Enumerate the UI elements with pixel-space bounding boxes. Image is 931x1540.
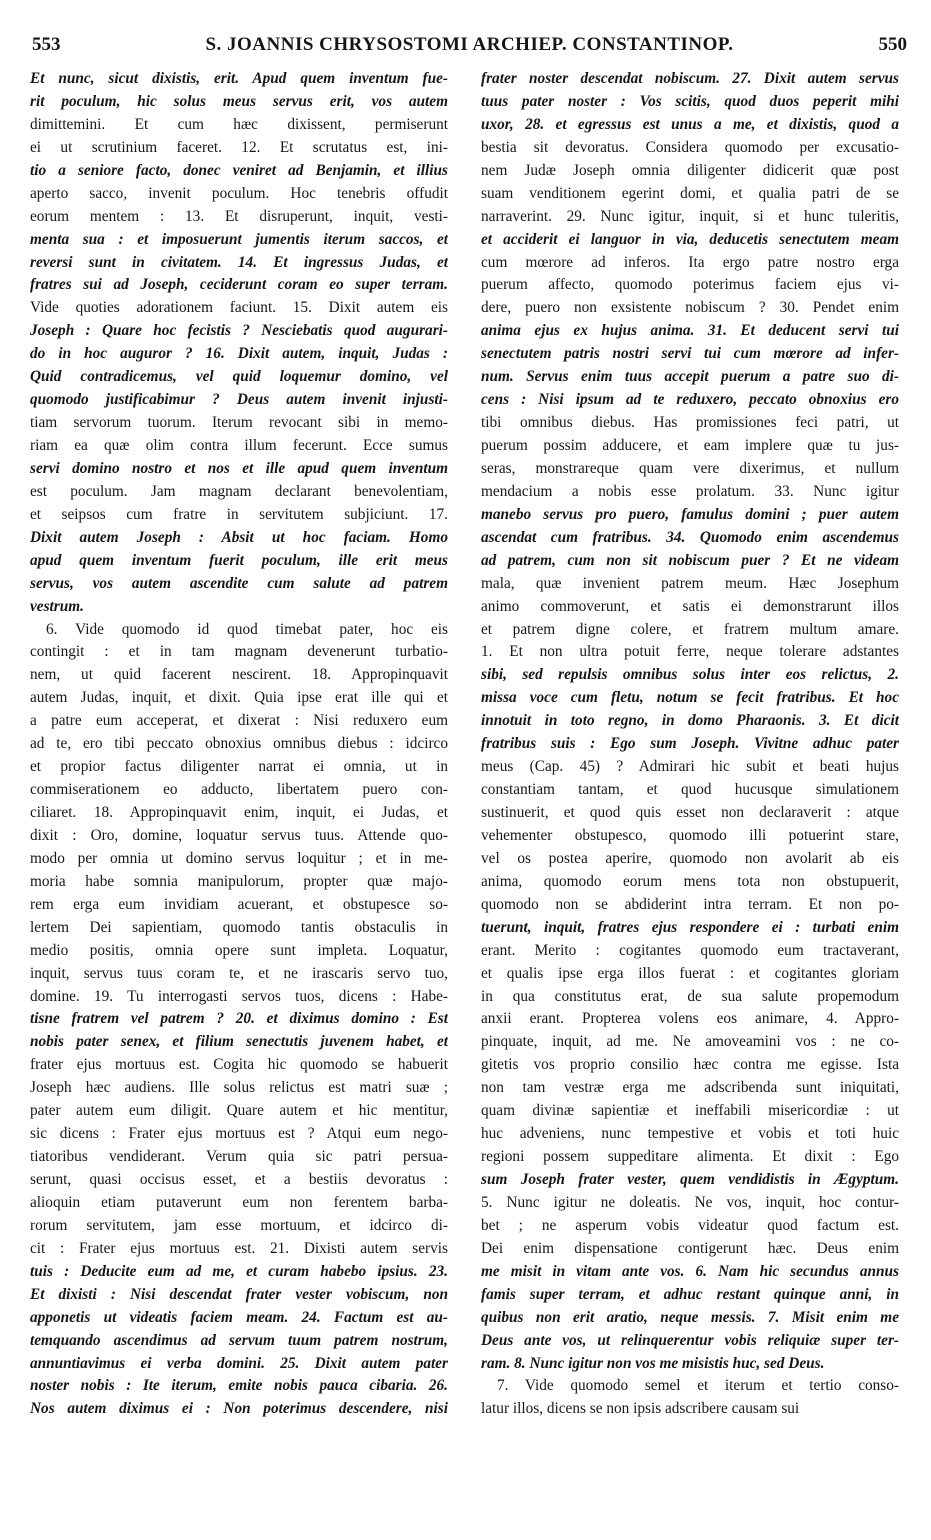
text-line: menta sua : et imposuerunt jumentis iterum saccos, et (30, 230, 448, 248)
text-line: do in hoc auguror ? 16. Dixit autem, inquit, Judas : (30, 345, 448, 363)
text-line: innotuit in toto regno, in domo Pharaonis. 3. Et dicit (481, 712, 899, 730)
text-line: non tam vestræ erga me adscribenda sunt iniquitati, (481, 1079, 899, 1097)
text-line: sibi, sed repulsis omnibus solus inter eos relictus, 2. (481, 666, 899, 684)
text-line: et acciderit ei languor in via, deducetis senectutem meam (481, 230, 899, 248)
text-line: fratres sui ad Joseph, ceciderunt coram eo super terram. (30, 276, 448, 294)
text-line: sic dicens : Frater ejus mortuus est ? Atqui eum nego- (30, 1125, 448, 1143)
text-line: Dixit autem Joseph : Absit ut hoc faciam. Homo (30, 528, 448, 546)
text-line: me misit in vitam ante vos. 6. Nam hic secundus annus (481, 1262, 899, 1280)
text-line: constantiam tantam, et quod hucusque simulationem (481, 781, 899, 799)
text-line: quam divinæ sapientiæ et ineffabili misericordiæ : ut (481, 1102, 899, 1120)
text-line: anxii erant. Propterea volens eos animare, 4. Appro- (481, 1010, 899, 1028)
text-line: gitetis vos proprio consilio hæc contra me egisse. Ista (481, 1056, 899, 1074)
text-line: ad patrem, cum non sit nobiscum puer ? Et ne videam (481, 551, 899, 569)
text-line: ad te, ero tibi peccato obnoxius omnibus diebus : idcirco (30, 735, 448, 753)
text-line: nem Judæ Joseph omnia diligenter didicerit quæ post (481, 161, 899, 179)
text-line: dere, puero non exsistente nobiscum ? 30. Pendet enim (481, 299, 899, 317)
text-line: regioni possem suppeditare alimenta. Et dixit : Ego (481, 1148, 899, 1166)
text-line: contingit : et in tam magnam devenerunt turbatio- (30, 643, 448, 661)
text-line: pater autem eum diligit. Quare autem et hic mentitur, (30, 1102, 448, 1120)
text-line: sustinuerit, et quod quis esset non declaraverit : atque (481, 804, 899, 821)
text-line: bet ; ne asperum vobis videatur quod factum est. (481, 1216, 899, 1234)
text-line: moria habe somnia manipulorum, propter quæ majo- (30, 872, 448, 890)
text-line: in qua constitutus erat, de sua salute propemodum (481, 987, 899, 1005)
text-line: manebo servus pro puero, famulus domini ; puer autem (481, 505, 899, 523)
text-line: 7. Vide quomodo semel et iterum et tertio conso- (497, 1377, 899, 1395)
text-line: nobis pater senex, et filium senectutis juvenem habet, et (30, 1033, 448, 1051)
text-line: rorum servitutem, jam esse mortuum, et idcirco di- (30, 1216, 448, 1234)
text-line: tiam servorum tuorum. Iterum revocant sibi in memo- (30, 414, 448, 432)
text-line: autem Judas, inquit, et dixit. Quia ipse erat ille qui et (30, 689, 448, 707)
text-line: temquando ascendimus ad servum tuum patrem nostrum, (30, 1331, 448, 1349)
text-line: nem, ut quid facerent nescirent. 18. Appropinquavit (30, 666, 448, 684)
text-line: Dei enim dispensatione contigerunt hæc. Deus enim (481, 1239, 899, 1257)
text-line: inquit, servus tuus coram te, et ne irascaris servo tuo, (30, 964, 448, 982)
text-line: modo per omnia ut domino servus loquitur ; et in me- (30, 849, 448, 867)
text-line: 1. Et non ultra potuit ferre, neque tolerare adstantes (481, 643, 899, 661)
text-line: tuis : Deducite eum ad me, et curam habebo ipsius. 23. (30, 1262, 448, 1280)
text-line: mala, quæ invenient patrem meum. Hæc Josephum (481, 574, 899, 592)
text-line: dimittemini. Et cum hæc dixissent, permiserunt (30, 115, 448, 133)
text-line: rit poculum, hic solus meus servus erit, vos autem (30, 92, 448, 110)
text-line: servus, vos autem ascendite cum salute ad patrem (30, 574, 448, 592)
text-line: num. Servus enim tuus accepit puerum a patre suo di- (481, 368, 899, 386)
text-line: serunt, quasi occisus esset, et a bestiis devoratus : (30, 1171, 448, 1188)
text-line: aperto sacco, invenit poculum. Hoc tenebris offudit (30, 184, 448, 202)
text-line: seras, monstrareque quam vere dixerimus, et nullum (481, 459, 899, 477)
text-line: medio positis, omnia opere sunt impleta. Loquatur, (30, 941, 448, 959)
text-line: missa voce cum fletu, notum se fecit fratribus. Et hoc (481, 689, 899, 707)
text-line: a patre eum acceperat, et dixerat : Nisi reduxero eum (30, 712, 448, 730)
text-line: alioquin etiam putaverunt eum non ferentem barba- (30, 1193, 448, 1211)
text-line: Vide quoties adorationem faciunt. 15. Dixit autem eis (30, 299, 448, 317)
text-line: puerum possim adducere, et eam implere quæ tu jus- (481, 437, 899, 454)
text-line: Nos autem diximus ei : Non poterimus descendere, nisi (30, 1400, 448, 1418)
text-line: pinquate, inquit, ad me. Ne amoveamini vos : ne co- (481, 1033, 899, 1051)
text-line: quomodo justificabimur ? Deus autem invenit injusti- (30, 391, 448, 409)
text-line: meus (Cap. 45) ? Admirari hic subit et beati hujus (481, 758, 899, 776)
running-header (30, 34, 909, 64)
text-line: sum Joseph frater vester, quem vendidistis in Ægyptum. (481, 1171, 899, 1188)
text-line: cit : Frater ejus mortuus est. 21. Dixisti autem servis (30, 1239, 448, 1257)
text-line: quibus non erit aratio, neque messis. 7. Misit enim me (481, 1308, 899, 1326)
text-line: ram. 8. Nunc igitur non vos me misistis huc, sed Deus. (481, 1354, 825, 1372)
text-line: narraverint. 29. Nunc igitur, inquit, si et hunc tuleritis, (481, 207, 899, 225)
text-line: frater noster descendat nobiscum. 27. Dixit autem servus (481, 70, 899, 87)
text-line: suam venditionem egerint domi, et qualia patri de se (481, 184, 899, 202)
text-line: commiserationem eo adducto, libertatem puero con- (30, 781, 448, 799)
text-line: bestia sit devoratus. Considera quomodo per excusatio- (481, 138, 899, 156)
text-line: et seipsos cum fratre in servitutem subjiciunt. 17. (30, 505, 448, 523)
text-line: vehementer obstupesco, quomodo illi potuerint stare, (481, 826, 899, 844)
text-line: ciliaret. 18. Appropinquavit enim, inquit, ei Judas, et (30, 804, 448, 821)
text-line: et qualis ipse erga illos fuerat : et cogitantes gloriam (481, 964, 899, 982)
text-line: tisne fratrem vel patrem ? 20. et diximus domino : Est (30, 1010, 448, 1028)
text-line: tuus pater noster : Vos scitis, quod duos peperit mihi (481, 92, 899, 110)
text-line: latur illos, dicens se non ipsis adscribere causam sui (481, 1400, 800, 1418)
text-line: mendacium a nobis esse prolatum. 33. Nunc igitur (481, 482, 899, 500)
page-number-right: 550 (878, 34, 907, 55)
text-line: ei ut scrutinium faceret. 12. Et scrutatus est, ini- (30, 138, 448, 156)
text-line: Joseph hæc audiens. Ille solus relictus est matri suæ ; (30, 1079, 448, 1097)
text-line: cens : Nisi ipsum ad te reduxero, peccato obnoxius ero (481, 391, 899, 409)
text-line: et patrem digne colere, et fratrem multum amare. (481, 620, 899, 638)
text-line: anima ejus ex hujus anima. 31. Et deducent servi tui (481, 322, 899, 340)
text-line: famis super terram, et adhuc restant quinque anni, in (481, 1285, 899, 1303)
right-text-column (481, 68, 899, 1421)
text-line: animo commoverunt, et satis ei demonstrarunt illos (481, 597, 899, 615)
text-line: puerum affecto, quomodo poterimus faciem ejus vi- (481, 276, 899, 294)
page-number-left: 553 (32, 34, 61, 55)
text-line: domine. 19. Tu interrogasti servos tuos, dicens : Habe- (30, 987, 448, 1005)
text-line: Joseph : Quare hoc fecistis ? Nesciebatis quod augurari- (30, 322, 448, 340)
text-line: rem erga eum invidiam acuerant, et obstupesce so- (30, 895, 448, 913)
text-line: Deus ante vos, ut relinquerentur vobis reliquiæ super ter- (481, 1331, 899, 1349)
text-line: eorum mentem : 13. Et disruperunt, inquit, vesti- (30, 207, 448, 225)
left-text-column (30, 68, 448, 1421)
text-line: 6. Vide quomodo id quod timebat pater, hoc eis (46, 620, 448, 638)
text-line: vel os postea aperire, quomodo non avolarit ab eis (481, 849, 899, 867)
text-line: tuerunt, inquit, fratres ejus respondere ei : turbati enim (481, 918, 899, 936)
text-line: quomodo non se abdiderint intra terram. Et non po- (481, 895, 899, 913)
text-line: vestrum. (30, 597, 84, 615)
text-line: tibi omnibus diebus. Has promissiones feci patri, ut (481, 414, 899, 432)
text-line: tiatoribus vendiderant. Verum quia sic patri persua- (30, 1148, 448, 1166)
text-line: ascendat cum fratribus. 34. Quomodo enim ascendemus (481, 528, 899, 546)
text-line: 5. Nunc igitur ne doleatis. Ne vos, inquit, hoc contur- (481, 1193, 899, 1211)
text-line: frater ejus mortuus est. Cogita hic quomodo se habuerit (30, 1056, 448, 1074)
text-line: et propior factus diligenter narrat ei omnia, ut in (30, 758, 448, 776)
text-line: apud quem inventum fuerit poculum, ille erit meus (30, 551, 448, 569)
text-line: Et dixisti : Nisi descendat frater vester vobiscum, non (30, 1285, 448, 1303)
text-line: erant. Merito : cogitantes quomodo eum tractaverant, (481, 941, 899, 959)
text-line: lertem Dei sapientiam, quomodo tantis obstaculis in (30, 918, 448, 936)
text-line: senectutem patris nostri servi tui cum mœrore ad infer- (481, 345, 899, 363)
text-line: dixit : Oro, domine, loquatur servus tuus. Attende quo- (30, 826, 448, 844)
text-line: apponetis ut videatis faciem meam. 24. Factum est au- (30, 1308, 448, 1326)
running-title: S. JOANNIS CHRYSOSTOMI ARCHIEP. CONSTANTINOP. (205, 34, 734, 55)
text-line: annuntiavimus ei verba domini. 25. Dixit autem pater (30, 1354, 448, 1372)
text-line: Quid contradicemus, vel quid loquemur domino, vel (30, 368, 448, 386)
text-line: anima, quomodo eorum mens tota non obstupuerit, (481, 872, 899, 890)
text-line: uxor, 28. et egressus est unus a me, et dixistis, quod a (481, 115, 899, 133)
text-line: servi domino nostro et nos et ille apud quem inventum (30, 459, 448, 477)
text-line: fratribus suis : Ego sum Joseph. Vivitne adhuc pater (481, 735, 899, 753)
text-line: riam ea quæ olim contra illum fecerunt. Ecce sumus (30, 437, 448, 454)
text-line: reversi sunt in civitatem. 14. Et ingressus Judas, et (30, 253, 448, 271)
text-line: Et nunc, sicut dixistis, erit. Apud quem inventum fue- (30, 70, 448, 87)
text-line: noster nobis : Ite iterum, emite nobis pauca cibaria. 26. (30, 1377, 448, 1395)
text-line: est poculum. Jam magnam declarant benevolentiam, (30, 482, 448, 500)
text-line: huc adveniens, nunc tempestive et vobis et toti huic (481, 1125, 899, 1143)
text-line: tio a seniore facto, donec veniret ad Benjamin, et illius (30, 161, 448, 179)
text-line: cum mœrore ad inferos. Ita ergo patre nostro erga (481, 253, 899, 271)
